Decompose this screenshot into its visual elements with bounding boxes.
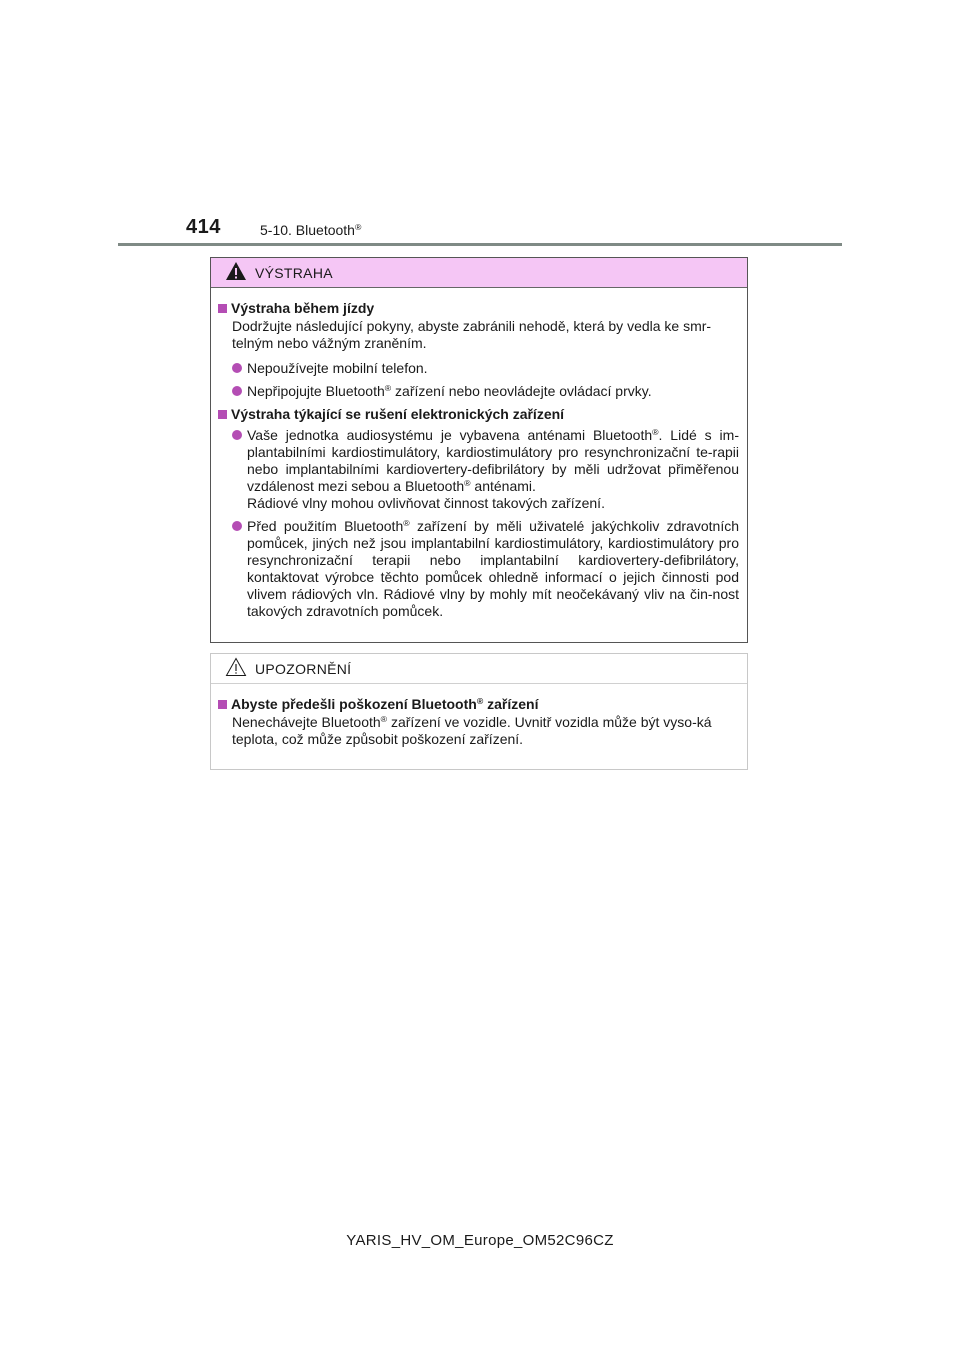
list-item: Vaše jednotka audiosystému je vybavena anténami Bluetooth®. Lidé s im-plantabilními kardiostimulátory, kardiostimulátory pro resynchronizační te-rapii nebo implantabilními kardiovertery-defibrilátory by měli udržovat přiměřenou vzdálenost mezi sebou a Bluetooth® anténami. Rádiové vlny mohou ovlivňovat činnost takových zařízení. (218, 427, 739, 512)
warning-title: VÝSTRAHA (255, 265, 333, 281)
caution-title: UPOZORNĚNÍ (255, 661, 352, 677)
circle-bullet-icon (232, 386, 242, 396)
header-rule (118, 243, 842, 246)
caution-box-header (211, 654, 747, 684)
document-code: YARIS_HV_OM_Europe_OM52C96CZ (346, 1232, 614, 1249)
circle-bullet-icon (232, 521, 242, 531)
page-number: 414 (186, 216, 221, 238)
section-title: 5-10. Bluetooth® (260, 222, 362, 238)
square-bullet-icon (218, 410, 227, 419)
list-item: Před použitím Bluetooth® zařízení by měli uživatelé jakýchkoliv zdravotních pomůcek, jiných než jsou implantabilní kardiostimulátory, kardiostimulátory pro resynchronizační terapii nebo implantabilní kardiovertery-defibrilátory, kontaktovat výrobce těchto pomůcek ohledně informací o jejich činnosti pod vlivem rádiových vln. Rádiové vlny by mohly mít neočekávaný vliv na čin-nost takových zdravotních pomůcek. (218, 518, 739, 620)
section-heading: Výstraha během jízdy (218, 300, 739, 317)
list-item: Nepřipojujte Bluetooth® zařízení nebo neovládejte ovládací prvky. (218, 383, 739, 400)
caution-triangle-icon (225, 657, 247, 682)
circle-bullet-icon (232, 430, 242, 440)
paragraph: Nenechávejte Bluetooth® zařízení ve vozidle. Uvnitř vozidla může být vyso-ká teplota, což může způsobit poškození zařízení. (232, 714, 712, 747)
warning-box (210, 257, 748, 643)
square-bullet-icon (218, 700, 227, 709)
warning-box-header (211, 258, 747, 288)
caution-box (210, 653, 748, 770)
list-item: Nepoužívejte mobilní telefon. (218, 360, 739, 377)
warning-triangle-icon (225, 261, 247, 286)
warning-box-body (211, 288, 747, 620)
section-heading: Výstraha týkající se rušení elektronických zařízení (218, 406, 739, 423)
circle-bullet-icon (232, 363, 242, 373)
square-bullet-icon (218, 304, 227, 313)
paragraph: Dodržujte následující pokyny, abyste zabránili nehodě, která by vedla ke smr-telným nebo vážným zraněním. (232, 318, 712, 351)
section-heading: Abyste předešli poškození Bluetooth® zařízení (218, 696, 739, 713)
caution-box-body (211, 684, 747, 748)
